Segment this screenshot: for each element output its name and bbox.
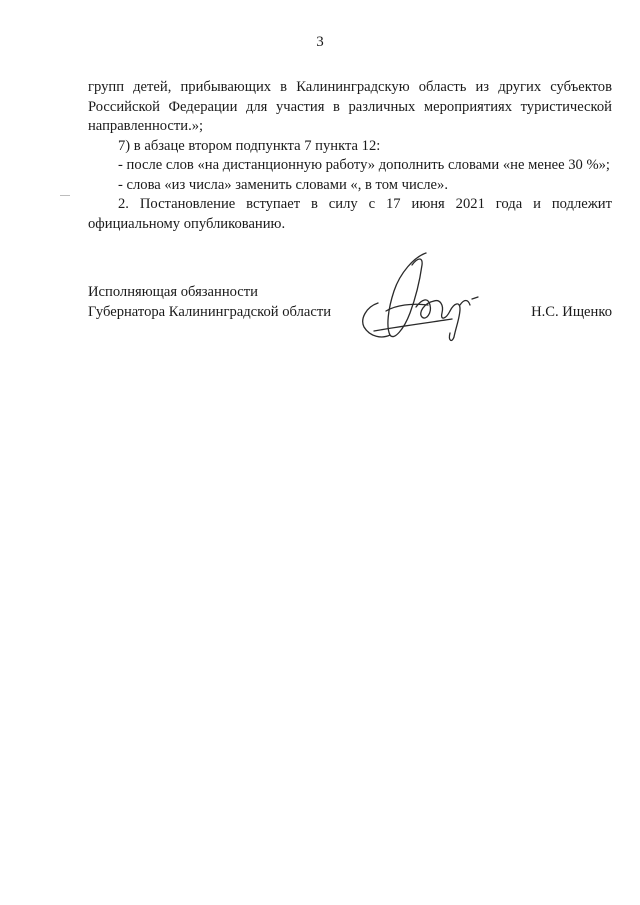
handwritten-signature-image bbox=[356, 247, 486, 347]
paragraph-item-7-dash-2: - слова «из числа» заменить словами «, в том числе». bbox=[118, 176, 448, 193]
signatory-name: Н.С. Ищенко bbox=[531, 303, 612, 320]
margin-mark bbox=[60, 195, 70, 196]
paragraph-item-7: 7) в абзаце втором подпункта 7 пункта 12: bbox=[118, 137, 381, 154]
signatory-position bbox=[88, 283, 331, 322]
document-body bbox=[88, 78, 612, 234]
paragraph-item-2: 2. Постановление вступает в силу с 17 июня 2021 года и подлежит официальному опубликованию. bbox=[88, 196, 612, 232]
signatory-position-line2: Губернатора Калининградской области bbox=[88, 303, 332, 320]
page-number: 3 bbox=[316, 34, 324, 50]
paragraph-continuation: групп детей, прибывающих в Калининградскую область из других субъектов Российской Федерации для участия в различных мероприятиях туристической направленности.»; bbox=[88, 79, 612, 134]
paragraph-item-7-dash-1: - после слов «на дистанционную работу» дополнить словами «не менее 30 %»; bbox=[118, 157, 610, 173]
signatory-position-line1: Исполняющая обязанности bbox=[88, 284, 258, 300]
signature-block bbox=[88, 283, 612, 363]
